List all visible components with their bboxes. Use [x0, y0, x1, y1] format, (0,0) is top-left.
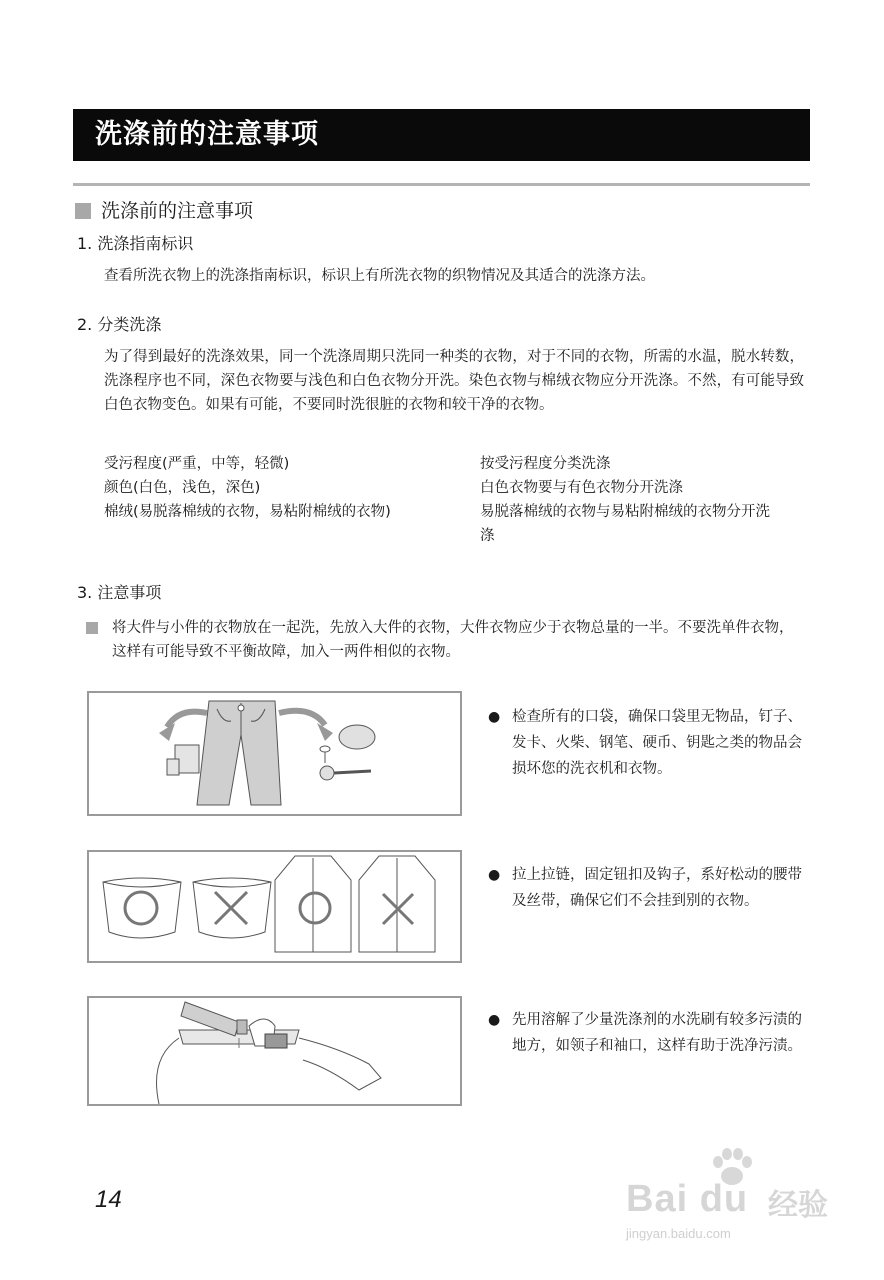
item-1-heading: 1. 洗涤指南标识 — [77, 234, 194, 253]
watermark-brand-cn: 经验 — [768, 1188, 828, 1223]
tip-check-pockets — [488, 704, 808, 782]
square-bullet-icon — [86, 622, 98, 634]
square-bullet-icon — [75, 203, 91, 219]
watermark — [626, 1148, 836, 1248]
item-2-heading: 2. 分类洗涤 — [77, 315, 162, 334]
tip-fasten-zippers — [488, 862, 808, 914]
section-heading — [75, 198, 253, 224]
sort-criterion: 棉绒(易脱落棉绒的衣物，易粘附棉绒的衣物) — [104, 504, 391, 520]
bullet-dot-icon: ● — [488, 1012, 501, 1028]
tip-text: 检查所有的口袋，确保口袋里无物品，钉子、发卡、火柴、钢笔、硬币、钥匙之类的物品会损坏您的洗衣机和衣物。 — [512, 709, 802, 777]
item-1-body: 查看所洗衣物上的洗涤指南标识，标识上有所洗衣物的织物情况及其适合的洗涤方法。 — [104, 268, 655, 284]
watermark-brand: Bai du — [626, 1178, 749, 1220]
tip-pretreat-stains — [488, 1007, 808, 1059]
sort-table-row — [104, 452, 804, 476]
figure-pretreat-stains — [87, 996, 462, 1106]
section-heading-text: 洗涤前的注意事项 — [101, 200, 254, 222]
tip-text: 拉上拉链，固定钮扣及钩子，系好松动的腰带及丝带，确保它们不会挂到别的衣物。 — [512, 867, 802, 909]
pretreat-illustration — [89, 998, 460, 1104]
sort-method: 白色衣物要与有色衣物分开洗涤 — [480, 480, 683, 496]
item-3-note-text: 将大件与小件的衣物放在一起洗，先放入大件的衣物，大件衣物应少于衣物总量的一半。不要洗单件衣物，这样有可能导致不平衡故障，加入一两件相似的衣物。 — [112, 620, 794, 660]
item-3-heading: 3. 注意事项 — [77, 583, 162, 602]
sort-table-row — [104, 500, 804, 548]
sort-criterion: 受污程度(严重，中等，轻微) — [104, 456, 290, 472]
figure-check-pockets — [87, 691, 462, 816]
figure-fasten-zippers — [87, 850, 462, 963]
sort-table-row — [104, 476, 804, 500]
sort-table — [104, 452, 804, 548]
fasten-illustration — [89, 852, 460, 961]
section-divider — [73, 183, 810, 186]
pants-pockets-illustration — [89, 693, 460, 814]
watermark-url: jingyan.baidu.com — [626, 1226, 731, 1241]
bullet-dot-icon: ● — [488, 709, 501, 725]
tip-text: 先用溶解了少量洗涤剂的水洗刷有较多污渍的地方，如领子和袖口，这样有助于洗净污渍。 — [512, 1012, 802, 1054]
sort-method: 按受污程度分类洗涤 — [480, 456, 611, 472]
sort-method: 易脱落棉绒的衣物与易粘附棉绒的衣物分开洗涤 — [480, 504, 770, 544]
bullet-dot-icon: ● — [488, 867, 501, 883]
sort-criterion: 颜色(白色，浅色，深色) — [104, 480, 261, 496]
item-2-body: 为了得到最好的洗涤效果，同一个洗涤周期只洗同一种类的衣物，对于不同的衣物，所需的水温，脱水转数，洗涤程序也不同，深色衣物要与浅色和白色衣物分开洗。染色衣物与棉绒衣物应分开洗涤。不然，有可能导致白色衣物变色。如果有可能，不要同时洗很脏的衣物和较干净的衣物。 — [104, 349, 804, 413]
page-number: 14 — [95, 1186, 122, 1213]
page-title: 洗涤前的注意事项 — [73, 109, 810, 161]
